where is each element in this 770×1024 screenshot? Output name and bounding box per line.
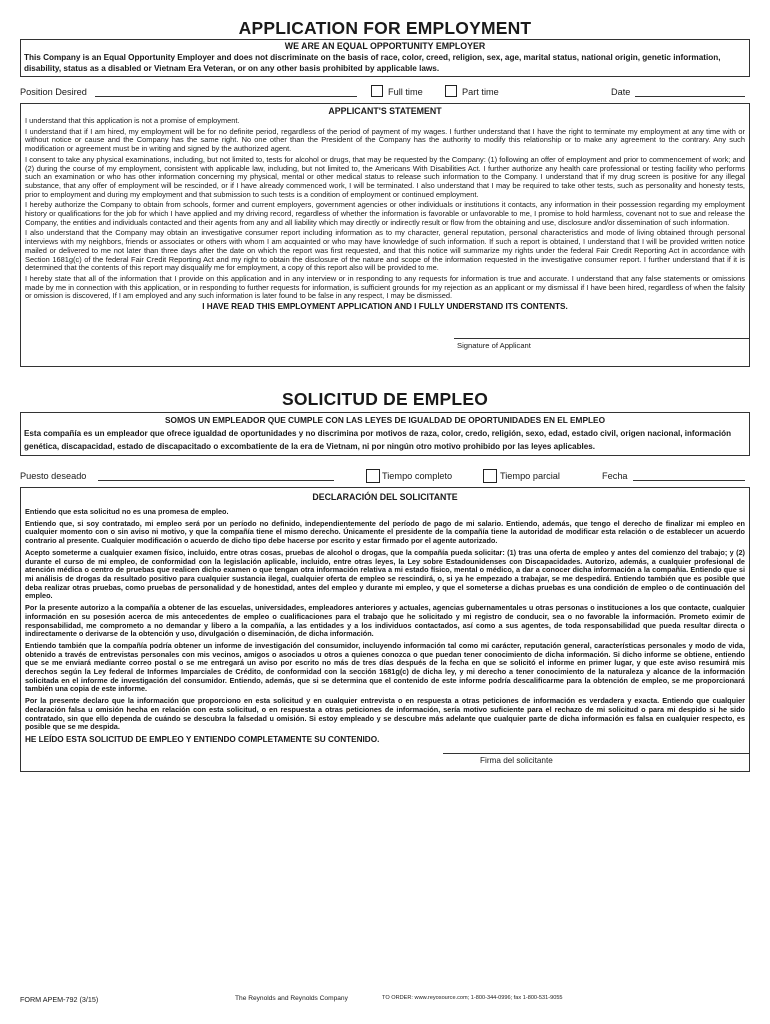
date-field[interactable]: [635, 84, 745, 97]
spanish-equal-opportunity-heading: SOMOS UN EMPLEADOR QUE CUMPLE CON LAS LEYES DE IGUALDAD DE OPORTUNIDADES EN EL EMPLEO: [164, 415, 606, 426]
signature-block: [25, 338, 745, 362]
firma-field[interactable]: [443, 753, 750, 754]
spanish-position-row: [20, 468, 750, 487]
spanish-signature-block: [25, 753, 745, 767]
equal-opportunity-text: This Company is an Equal Opportunity Employer and does not discriminate on the basis of race, color, creed, religion, sex, age, marital status, national origin, genetic information, disability, status as a disabled or Vietnam Era Veteran, or on any other basis prohibited by applicable laws.: [24, 53, 721, 73]
puesto-deseado-label: Puesto deseado: [20, 471, 87, 482]
declaracion-paragraph: Por la presente declaro que la información que proporciono en esta solicitud y en cualquier entrevista o en respuesta a otras peticiones de información es verdadera y exacta. Entiendo que cualquier declaración falsa u omisión hecha en relación con esta solicitud, o en respuesta a otras peticiones de información, sería motivo suficiente para el rechazo de mi solicitud o para mi despido si he sido contratado, sin que ello dependa de cuándo se descubra la falsedad u omisión. Si estoy empleado y se descubre más adelante que cualquier parte de dicha información es falsa en cualquier respecto, es posible que se me despida.: [25, 696, 745, 732]
puesto-deseado-field[interactable]: [98, 468, 334, 481]
spanish-statement-box: [20, 487, 750, 772]
spanish-equal-opportunity-box: [20, 412, 750, 456]
company-name: The Reynolds and Reynolds Company: [235, 995, 348, 1002]
spanish-equal-opportunity-text: Esta compañía es un empleador que ofrece igualdad de oportunidades y no discrimina por motivos de raza, color, credo, religión, sexo, edad, estado civil, origen nacional, información genética, discapacidad, estado de discapacitado o excombatiente de la era de Vietnam, ni por ningún otro motivo prohibido por las leyes aplicables.: [24, 429, 732, 452]
spanish-statement-heading: DECLARACIÓN DEL SOLICITANTE: [312, 492, 458, 503]
position-desired-field[interactable]: [95, 84, 357, 97]
tiempo-completo-label: Tiempo completo: [382, 471, 453, 482]
declaracion-paragraph: Acepto someterme a cualquier examen físico, incluido, entre otras cosas, pruebas de alcohol o drogas, que la compañía pueda solicitar: (1) tras una oferta de empleo y antes del comienzo del trabajo; y (2) durante el curso de mi empleo, de conformidad con la legislación aplicable, incluido, entre otras leyes, la Ley sobre Estadounidenses con Discapacidades. Autorizo, además, a cualquier profesional de atención médica o centro de pruebas que realicen dicho examen o que tengan otra información relativa a mi estado físico, mental o médico, a dar a conocer dicha información a la compañía. Entiendo que si mi análisis de drogas da resultado positivo para cualquier sustancia ilegal, cualquier oferta de empleo se rescindirá, o, si ya he empezado a trabajar, se me despedirá. Entiendo también que es posible que deba realizar otras pruebas, como pruebas de personalidad y de honestidad, antes del empleo y durante mi empleo, y que el someterse a dichas pruebas es una condición de empleo o de continuación del empleo.: [25, 547, 745, 601]
statement-paragraph: I also understand that the Company may obtain an investigative consumer report including information as to my character, general reputation, personal characteristics and mode of living obtained through personal interviews with my neighbors, friends or associates or others with whom I am acquainted or who may have knowledge of such information. If such a report is obtained, I understand that I will be provided written notice mailed or delivered to me not later than three days after the date on which the report was first requested, and that this notice will summarize my rights under the federal Fair Credit Reporting Act in accordance with Section 1681g(c) of the federal Fair Credit Reporting Act and my right to obtain the disclosure of the nature and scope of the information requested in the investigative consumer report. I further understand that if it is determined that the contents of this report may disqualify me for employment, a copy of this report also will be provided to me.: [25, 228, 745, 273]
full-time-label: Full time: [388, 87, 423, 97]
statement-paragraph: I consent to take any physical examinations, including, but not limited to, tests for alcohol or drugs, that may be requested by the Company: (1) following an offer of employment and prior to commencement of work; and (2) during the course of my employment, consistent with applicable law, including, but not limited to, the Americans With Disabilities Act. I further authorize any health care professional or testing facility who performs such an examination or who has other information concerning my physical, mental or other medical status to release such information to the Company. I understand that if my drug screen is positive for any illegal substance, that any offer of employment will be rescinded, or if I have already commenced work, I will be terminated. I also understand that I may be required to take other tests, such as personality and honesty tests, prior to employment and during my employment and that submission to such tests is a condition of employment or continued employment.: [25, 154, 745, 199]
declaracion-paragraph: Por la presente autorizo a la compañía a obtener de las escuelas, universidades, empleadores anteriores y actuales, agencias gubernamentales u otras personas o instituciones a los que contacte, cualquier información en su posesión acerca de mis antecedentes de empleo o cualificaciones para el trabajo que he solicitado y mi registro de conducir, sea o no favorable la información. Prometo eximir de responsabilidad, me comprometo a no demandar y libero a la compañía, a las entidades y a los individuos contactados, así como a sus agentes, de toda responsabilidad que pueda resultar directa o indirectamente o derivarse de la obtención y uso, divulgación o diseminación, de dicha información.: [25, 603, 745, 639]
full-time-checkbox[interactable]: [371, 85, 383, 97]
part-time-checkbox[interactable]: [445, 85, 457, 97]
applicant-statement-heading: APPLICANT'S STATEMENT: [328, 106, 442, 116]
tiempo-parcial-checkbox[interactable]: [483, 469, 497, 483]
position-desired-label: Position Desired: [20, 87, 87, 97]
page-title: APPLICATION FOR EMPLOYMENT: [238, 18, 532, 38]
statement-paragraph: I hereby authorize the Company to obtain from schools, former and current employers, government agencies or other individuals or institutions it contacts, any information in their possession regarding my employment history or qualifications for the job for which I have applied and my driving record, regardless of whether the information is favorable or unfavorable to me, I promise to hold harmless, covenant not to sue and release the Company, the entities and individuals contacted and their agents from any and all liability which may directly or indirectly result or flow from the obtaining and use, disclosure and/or dissemination of such information.: [25, 200, 745, 227]
declaracion-paragraph: Entiendo que, si soy contratado, mi empleo será por un período no definido, independientemente del período de pago de mi salario. Entiendo, además, que tengo el derecho de finalizar mi empleo en cualquier momento con o sin aviso ni motivo, y que la compañía tiene el mismo derecho. Únicamente el presidente de la compañía tiene la autoridad de modificar esta relación o de establecer un acuerdo contrario al presente. Cualquier modificación o acuerdo de dicho tipo debe hacerse por escrito y estar firmado por el agente autorizado.: [25, 518, 745, 546]
applicant-statement-box: [20, 103, 750, 367]
spanish-acknowledgement-text: HE LEÍDO ESTA SOLICITUD DE EMPLEO Y ENTIENDO COMPLETAMENTE SU CONTENIDO.: [25, 734, 380, 744]
acknowledgement-text: I HAVE READ THIS EMPLOYMENT APPLICATION AND I FULLY UNDERSTAND ITS CONTENTS.: [202, 302, 568, 312]
firma-label: Firma del solicitante: [480, 755, 553, 765]
position-row: [20, 84, 750, 103]
statement-paragraph: I understand that this application is not a promise of employment.: [25, 116, 240, 125]
statement-paragraph: I hereby state that all of the information that I provide on this application and in any interview or in responding to any requests for information is true and accurate. I understand that any false statements or omissions made by me in connection with this application, or in responding to further requests for information, is sufficient grounds for my rejection as an applicant or my dismissal if I have been hired, regardless of when the falsity or omission is discovered, If I am employed and any such information is later found to be false in any respect, I may be dismissed.: [25, 273, 745, 301]
tiempo-completo-checkbox[interactable]: [366, 469, 380, 483]
declaracion-paragraph: Entiendo también que la compañía podría obtener un informe de investigación del consumidor, incluyendo información tal como mi carácter, reputación general, características personales y modo de vida, obtenido a través de entrevistas personales con mis vecinos, amigos o asociados u otros a quienes conozca o que puedan tener conocimiento de dicha información. Si dicho informe se obtiene, entiendo que se me enviará mediante correo postal o se me entregará un aviso por escrito no más de tres días después de la fecha en que se solicitó el informe en primer lugar, y que este aviso resumirá mis derechos según la Ley federal de Informes Imparciales de Crédito, de conformidad con la sección 1681g(c) de dicha ley, y mi derecho a tener conocimiento de la naturaleza y alcance de la información solicitada en el informe de investigación del consumidor. Entiendo, además, que si se determina que el contenido de este informe podría descalificarme para la obtención de empleo, se me proporcionará también una copia de este informe.: [25, 640, 745, 694]
fecha-field[interactable]: [633, 468, 745, 481]
part-time-label: Part time: [462, 87, 499, 97]
application-page: [20, 18, 750, 772]
form-number: FORM APEM-792 (3/15): [20, 995, 99, 1004]
order-info: TO ORDER: www.reyosource.com; 1-800-344-0996; fax 1-800-531-9055: [382, 995, 563, 1001]
fecha-label: Fecha: [602, 471, 628, 482]
statement-paragraph: I understand that if I am hired, my employment will be for no definite period, regardless of the period of payment of my wages. I further understand that I have the right to terminate my employment at any time with or without notice or cause and the Company has the same right. No one other than the President of the Company has the authority to modify this relationship or to make any agreement to the contrary. Any such modification or agreement must be in writing and signed by the authorized agent.: [25, 126, 745, 154]
declaracion-paragraph: Entiendo que esta solicitud no es una promesa de empleo.: [25, 507, 229, 517]
spanish-title: SOLICITUD DE EMPLEO: [281, 389, 489, 410]
equal-opportunity-heading: WE ARE AN EQUAL OPPORTUNITY EMPLOYER: [284, 41, 486, 51]
tiempo-parcial-label: Tiempo parcial: [500, 471, 560, 482]
equal-opportunity-box: [20, 39, 750, 77]
signature-field[interactable]: [454, 338, 750, 339]
date-label: Date: [611, 87, 631, 97]
signature-label: Signature of Applicant: [457, 341, 531, 351]
